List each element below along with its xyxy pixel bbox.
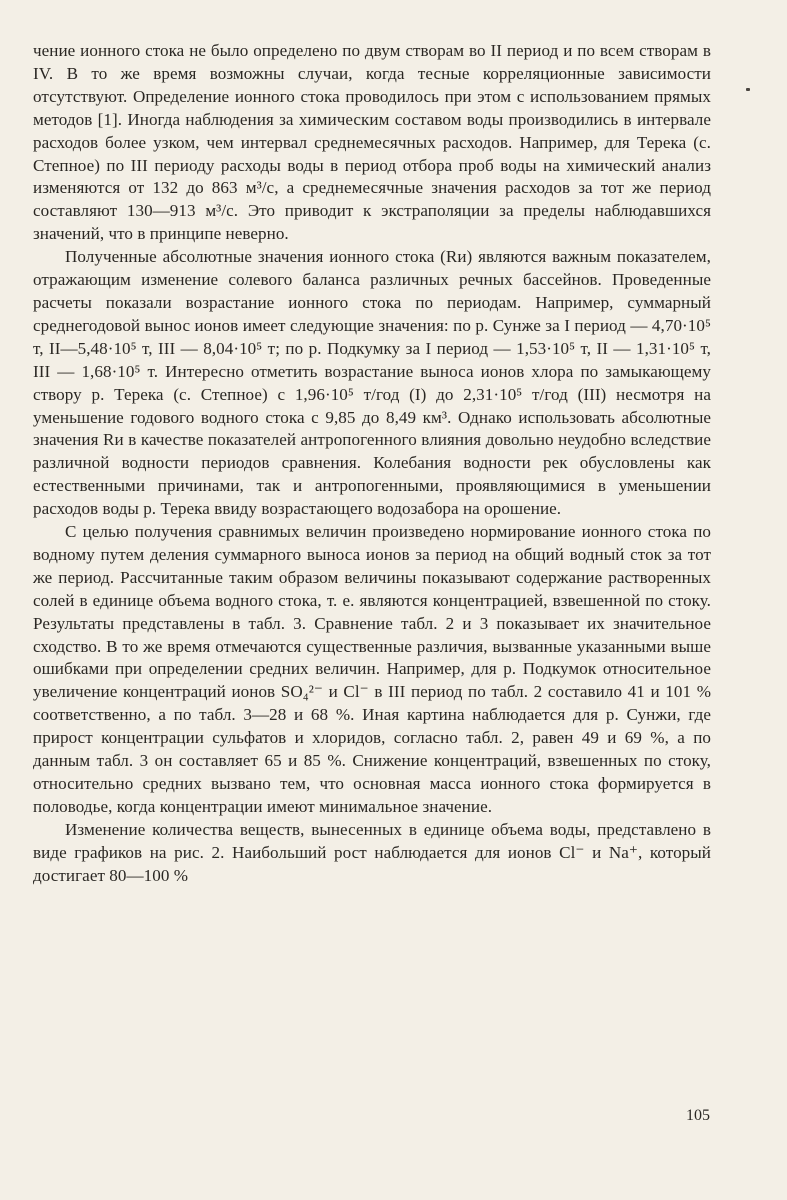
paragraph-2: Полученные абсолютные значения ионного стока (Rи) являются важным показателем, отражающим изменение солевого баланса различных речных бассейнов. Проведенные расчеты показали возрастание ионного стока по периодам. Например, суммарный среднегодовой вынос ионов имеет следующие значения: по р. Сунже за I период — 4,70·10⁵ т, II—5,48·10⁵ т, III — 8,04·10⁵ т; по р. Подкумку за I период — 1,53·10⁵ т, II — 1,31·10⁵ т, III — 1,68·10⁵ т. Интересно отметить возрастание выноса ионов хлора по замыкающему створу р. Терека (с. Степное) с 1,96·10⁵ т/год (I) до 2,31·10⁵ т/год (III) несмотря на уменьшение годового водного стока с 9,85 до 8,49 км³. Однако использовать абсолютные значения Rи в качестве показателей антропогенного влияния довольно неудобно вследствие различной водности периодов сравнения. Колебания водности рек обусловлены как естественными причинами, так и антропогенными, проявляющимися в уменьшении расходов воды р. Терека ввиду возрастающего водозабора на орошение. (33, 247, 711, 519)
print-speck (746, 88, 750, 91)
paragraph-3: С целью получения сравнимых величин произведено нормирование ионного стока по водному путем деления суммарного выноса ионов за период на общий водный сток за тот же период. Рассчитанные таким образом величины показывают содержание растворенных солей в единице объема водного стока, т. е. являются концентрацией, взвешенной по стоку. Результаты представлены в табл. 3. Сравнение табл. 2 и 3 показывает их значительное сходство. В то же время отмечаются существенные различия, вызванные указанными выше ошибками при определении средних величин. Например, для р. Подкумок относительное увеличение концентраций ионов SO₄²⁻ и Cl⁻ в III период по табл. 2 составило 41 и 101 % соответственно, а по табл. 3—28 и 68 %. Иная картина наблюдается для р. Сунжи, где прирост концентрации сульфатов и хлоридов, согласно табл. 2, равен 49 и 69 %, а по данным табл. 3 он составляет 65 и 85 %. Снижение концентраций, взвешенных по стоку, относительно средних вызвано тем, что основная масса ионного стока формируется в половодье, когда концентрации имеют минимальное значение. (33, 522, 711, 816)
page-number: 105 (686, 1107, 710, 1124)
body-text (33, 40, 711, 888)
paragraph-1: чение ионного стока не было определено по двум створам во II период и по всем створам в IV. В то же время возможны случаи, когда тесные корреляционные зависимости отсутствуют. Определение ионного стока проводилось при этом с использованием прямых методов [1]. Иногда наблюдения за химическим составом воды производились в интервале расходов более узком, чем интервал среднемесячных расходов. Например, для Терека (с. Степное) по III периоду расходы воды в период отбора проб воды на химический анализ изменяются от 132 до 863 м³/с, а среднемесячные значения расходов за тот же период составляют 130—913 м³/с. Это приводит к экстраполяции за пределы наблюдавшихся значений, что в принципе неверно. (33, 41, 711, 244)
paragraph-4: Изменение количества веществ, вынесенных в единице объема воды, представлено в виде графиков на рис. 2. Наибольший рост наблюдается для ионов Cl⁻ и Na⁺, который достигает 80—100 % (33, 819, 711, 885)
